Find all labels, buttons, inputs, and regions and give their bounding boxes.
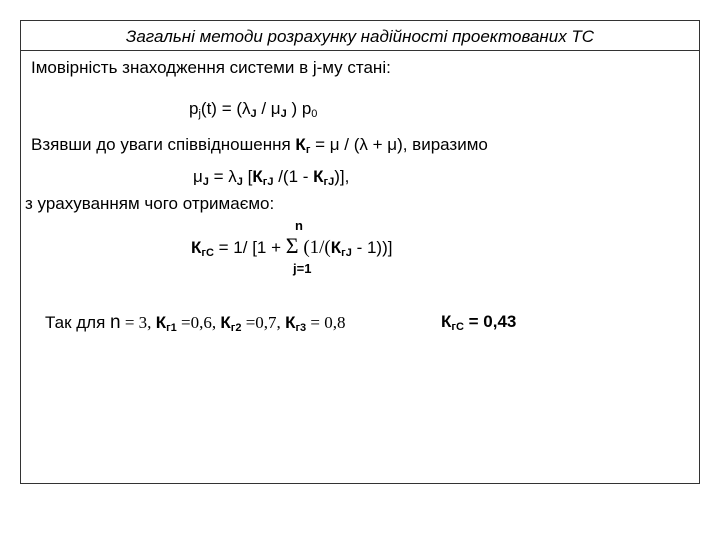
eq2-k2: К <box>313 167 324 186</box>
line-obtain: з урахуванням чого отримаємо: <box>25 194 275 213</box>
ex-k3: К <box>285 313 296 332</box>
line2-k-sub: г <box>305 144 311 156</box>
ex-v3: = 0,8 <box>306 313 346 332</box>
line2-rest: = μ / (λ + μ), виразимо <box>310 135 488 154</box>
eq2-k: К <box>252 167 263 186</box>
eq3-k: К <box>191 238 202 257</box>
eq2-mid: /(1 - <box>273 167 314 186</box>
ex-k1: К <box>155 313 167 332</box>
eq1-mid1: (t) = (λ <box>200 99 251 118</box>
eq3-k2: К <box>330 238 342 257</box>
eq1-lhs-sub: j <box>198 108 201 120</box>
eq2-k2-sub: гJ <box>323 176 335 188</box>
eq2-k-sub: гJ <box>262 176 274 188</box>
eq1-mid3: ) p <box>286 99 312 118</box>
sum-lower-limit: j=1 <box>293 261 312 276</box>
eq3-k-sub: гС <box>201 247 214 259</box>
ex-v2: =0,7, <box>241 313 286 332</box>
line-state-probability: Імовірність знаходження системи в j-му стані: <box>31 58 391 77</box>
res-k: К <box>441 312 452 331</box>
sum-sigma-symbol: Σ <box>285 233 299 258</box>
eq1-lambda-sub: J <box>250 108 257 120</box>
eq1-lhs: p <box>189 99 199 118</box>
title-bar <box>21 21 699 51</box>
equation-pj <box>189 99 317 120</box>
line-example <box>45 312 346 334</box>
eq3-part1: = 1/ [1 + <box>213 238 286 257</box>
eq2-eq: = λ <box>208 167 237 186</box>
ex-k2: К <box>220 313 231 332</box>
line-kg-relation <box>31 135 488 156</box>
equation-kgc <box>191 233 392 259</box>
eq3-part3: - 1))] <box>351 238 393 257</box>
ex-intro: Так для <box>45 313 111 332</box>
res-value: = 0,43 <box>463 312 517 331</box>
eq2-mu: μ <box>193 167 203 186</box>
line2-k: К <box>295 135 306 154</box>
ex-n: n <box>110 312 121 333</box>
equation-mu <box>193 167 349 188</box>
ex-n-eq: = 3, <box>120 313 156 332</box>
eq1-mu-sub: J <box>280 108 287 120</box>
res-k-sub: гС <box>451 321 464 333</box>
slide-title: Загальні методи розрахунку надійності проектованих ТС <box>125 27 595 46</box>
line2-text: Взявши до уваги співвідношення <box>31 135 296 154</box>
eq3-k2-sub: гJ <box>341 247 352 259</box>
ex-k2-sub: г2 <box>230 322 242 334</box>
ex-k3-sub: г3 <box>295 322 307 334</box>
sum-upper-limit: n <box>295 218 303 233</box>
ex-k1-sub: г1 <box>166 322 177 334</box>
result-kgc <box>441 312 516 333</box>
eq2-lambda-sub: J <box>236 176 243 188</box>
eq1-p-sub: 0 <box>311 108 318 120</box>
eq2-end: )], <box>334 167 350 186</box>
ex-v1: =0,6, <box>176 313 221 332</box>
eq2-bracket: [ <box>242 167 253 186</box>
eq3-part2: (1/( <box>298 237 331 258</box>
slide-frame <box>20 20 700 484</box>
eq2-mu-sub: J <box>202 176 209 188</box>
eq1-mid2: / μ <box>256 99 281 118</box>
